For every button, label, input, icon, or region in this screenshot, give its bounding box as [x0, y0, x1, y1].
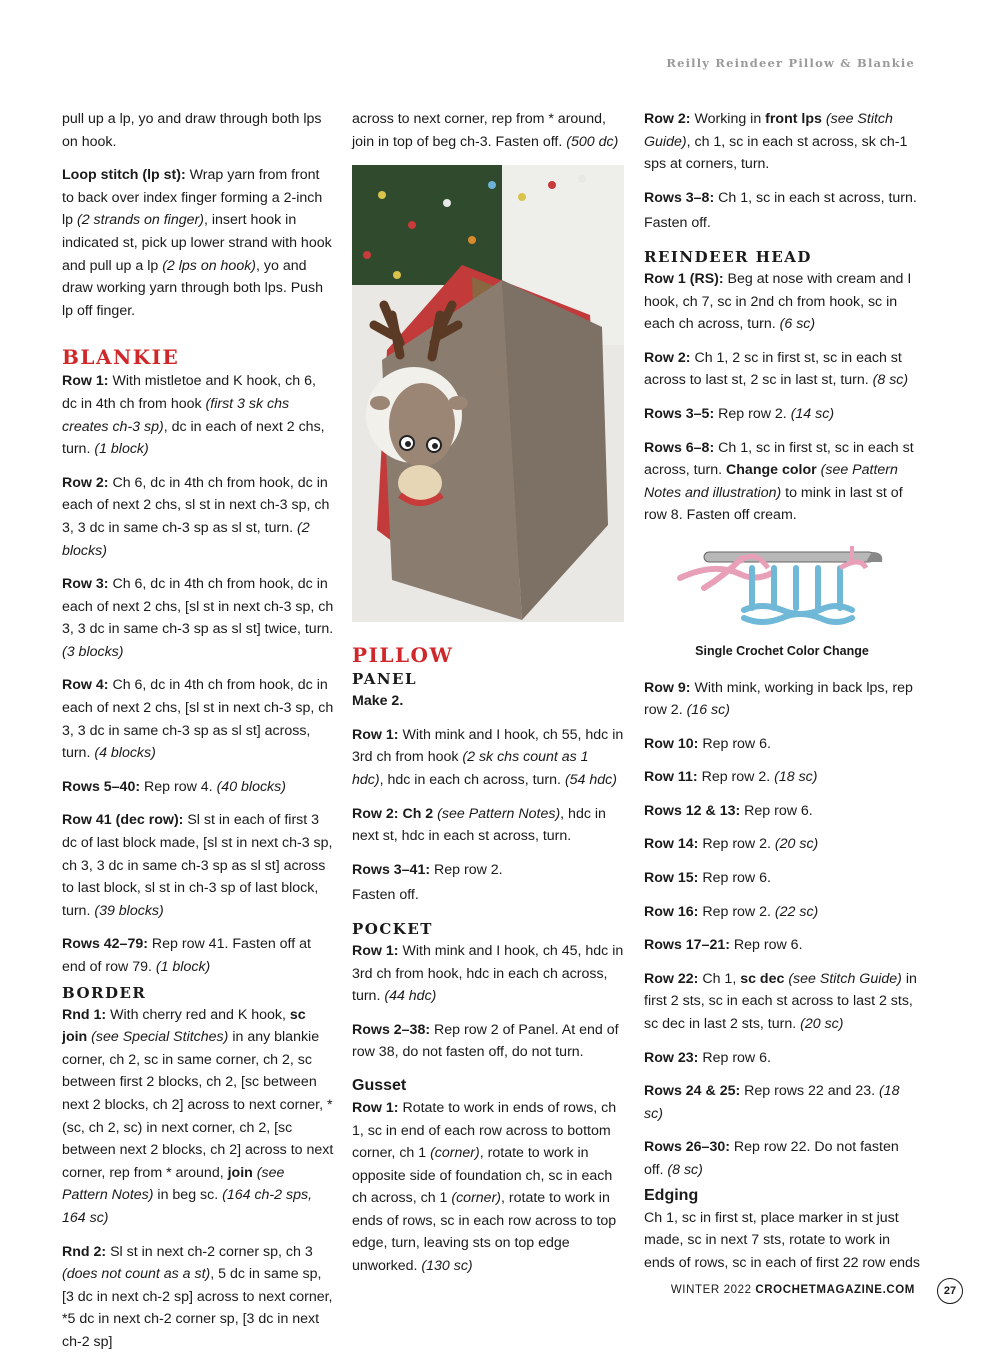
rows-5-40: Rows 5–40: Rep row 4. (40 blocks) — [62, 778, 286, 795]
rows-42-79: Rows 42–79: Rep row 41. Fasten off at end of row 79. (1 block) — [62, 936, 311, 975]
paragraph-continuation: pull up a lp, yo and draw through both lps on hook. — [62, 111, 322, 150]
page-number: 27 — [937, 1278, 963, 1304]
head-rows-12-13: Rows 12 & 13: Rep row 6. — [644, 802, 813, 819]
head-rows-26-30: Rows 26–30: Rep row 22. Do not fasten off. (8 sc) — [644, 1139, 899, 1178]
head-row-2: Row 2: Ch 1, 2 sc in first st, sc in each st across to last st, 2 sc in last st, turn. (8 sc) — [644, 349, 909, 389]
column-1 — [62, 108, 334, 1365]
gusset-fasten-off: Fasten off. — [644, 215, 711, 232]
edging-heading: Edging — [644, 1186, 699, 1204]
border-heading: BORDER — [62, 983, 147, 1002]
rnd-2: Rnd 2: Sl st in next ch-2 corner sp, ch 3 (does not count as a st), 5 dc in same sp, [3 dc in next ch-2 sp] across to next corner, *5 dc in next ch-2 corner sp, [3 dc in next ch-2 sp] — [62, 1243, 333, 1350]
panel-row-2: Row 2: Ch 2 (see Pattern Notes), hdc in next st, hdc in each st across, turn. — [352, 805, 606, 845]
row-2: Row 2: Ch 6, dc in 4th ch from hook, dc in each of next 2 chs, sl st in next ch-3 sp, ch 3, 3 dc in same ch-3 sp as sl st, turn. (2 blocks) — [62, 474, 330, 559]
gusset-rows-3-8: Rows 3–8: Ch 1, sc in each st across, turn. — [644, 189, 917, 206]
head-row-16: Row 16: Rep row 2. (22 sc) — [644, 903, 819, 920]
footer-site: CROCHETMAGAZINE.COM — [755, 1284, 915, 1296]
illustration-caption: Single Crochet Color Change — [695, 643, 869, 658]
reindeer-head-heading: REINDEER HEAD — [644, 247, 812, 266]
pocket-row-1: Row 1: With mink and I hook, ch 45, hdc in 3rd ch from hook, hdc in each ch across, turn. (44 hdc) — [352, 942, 624, 1005]
panel-fasten-off: Fasten off. — [352, 887, 419, 904]
row-4: Row 4: Ch 6, dc in 4th ch from hook, dc in each of next 2 chs, [sl st in next ch-3 sp, ch 3, 3 dc in same ch-3 sp as sl st] across, turn. (4 blocks) — [62, 677, 334, 762]
head-rows-24-25: Rows 24 & 25: Rep rows 22 and 23. (18 sc) — [644, 1083, 900, 1122]
rnd-1: Rnd 1: With cherry red and K hook, sc join (see Special Stitches) in any blankie corner, ch 2, sc in same corner, ch 2, sc between first 2 blocks, ch 2, [sc between next 2 blocks, ch 2] across to next corner, *(sc, ch 2, sc) in next corner, ch 2, [sc between next 2 blocks, ch 2] across to next corner, rep from * around, join (see Pattern Notes) in beg sc. (164 ch-2 sps, 164 sc) — [62, 1006, 334, 1226]
pocket-rows-2-38: Rows 2–38: Rep row 2 of Panel. At end of row 38, do not fasten off, do not turn. — [352, 1021, 619, 1061]
rnd-2-continuation: across to next corner, rep from * around, join in top of beg ch-3. Fasten off. (500 dc) — [352, 111, 619, 150]
column-3 — [644, 108, 920, 1285]
head-rows-3-5: Rows 3–5: Rep row 2. (14 sc) — [644, 405, 835, 422]
head-rows-6-8: Rows 6–8: Ch 1, sc in first st, sc in each st across, turn. Change color (see Pattern Notes and illustration) to mink in last st of row 8. Fasten off cream. — [644, 439, 914, 524]
gusset-row-2: Row 2: Working in front lps (see Stitch Guide), ch 1, sc in each st across, sk ch-1 sps at corners, turn. — [644, 111, 908, 173]
head-row-23: Row 23: Rep row 6. — [644, 1049, 771, 1066]
pillow-photo — [352, 165, 624, 622]
footer: WINTER 2022 CROCHETMAGAZINE.COM — [670, 1284, 915, 1296]
row-1: Row 1: With mistletoe and K hook, ch 6, dc in 4th ch from hook (first 3 sk chs creates ch-3 sp), dc in each of next 2 chs, turn. (1 block) — [62, 373, 325, 458]
head-rows-17-21: Rows 17–21: Rep row 6. — [644, 937, 803, 954]
head-row-22: Row 22: Ch 1, sc dec (see Stitch Guide) in first 2 sts, sc in each st across to last 2 sts, sc dec in last 2 sts, turn. (20 sc) — [644, 970, 917, 1033]
head-row-1: Row 1 (RS): Beg at nose with cream and I hook, ch 7, sc in 2nd ch from hook, sc in each ch across, turn. (6 sc) — [644, 270, 912, 333]
row-41: Row 41 (dec row): Sl st in each of first 3 dc of last block made, [sl st in next ch-3 sp, ch 3, 3 dc in same ch-3 sp as sl st] across to last block, sl st in ch-3 sp of last block, turn. (39 blocks) — [62, 812, 333, 919]
make-2: Make 2. — [352, 693, 404, 710]
panel-heading: PANEL — [352, 670, 418, 689]
panel-rows-3-41: Rows 3–41: Rep row 2. — [352, 861, 503, 878]
column-2 — [352, 108, 624, 1289]
blankie-heading: BLANKIE — [62, 345, 180, 370]
head-row-14: Row 14: Rep row 2. (20 sc) — [644, 836, 819, 853]
head-row-10: Row 10: Rep row 6. — [644, 735, 771, 752]
gusset-heading: Gusset — [352, 1076, 407, 1094]
panel-row-1: Row 1: With mink and I hook, ch 55, hdc in 3rd ch from hook (2 sk chs count as 1 hdc), hdc in each ch across, turn. (54 hdc) — [352, 726, 624, 788]
gusset-row-1: Row 1: Rotate to work in ends of rows, ch 1, sc in end of each row across to bottom corner, ch 1 (corner), rotate to work in opposite side of foundation ch, sc in each ch across, ch 1 (corner), rotate to work in ends of rows, sc in each row across to top edge, turn, leaving sts on top edge unworked. (130 sc) — [352, 1099, 617, 1275]
edging-text: Ch 1, sc in first st, place marker in st just made, sc in next 7 sts, rotate to work in ends of rows, sc in each of first 22 row ends — [644, 1209, 920, 1271]
pocket-heading: POCKET — [352, 919, 433, 938]
running-title: Reilly Reindeer Pillow & Blankie — [666, 56, 915, 70]
pillow-heading: PILLOW — [352, 643, 454, 668]
row-3: Row 3: Ch 6, dc in 4th ch from hook, dc in each of next 2 chs, [sl st in next ch-3 sp, ch 3, 3 dc in same ch-3 sp as sl st] twice, turn. (3 blocks) — [62, 576, 334, 660]
loop-stitch-instruction: Loop stitch (lp st): Wrap yarn from front to back over index finger forming a 2-inch lp (2 strands on finger), insert hook in indicated st, pick up lower strand with hook and pull up a lp (2 lps on hook), yo and draw working yarn through both lps. Push lp off finger. — [62, 167, 332, 319]
head-row-15: Row 15: Rep row 6. — [644, 870, 771, 887]
head-row-11: Row 11: Rep row 2. (18 sc) — [644, 769, 818, 786]
color-change-illustration — [644, 538, 920, 628]
head-row-9: Row 9: With mink, working in back lps, rep row 2. (16 sc) — [644, 679, 913, 719]
